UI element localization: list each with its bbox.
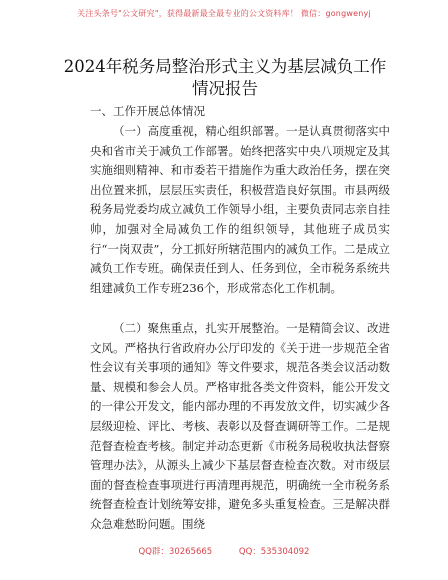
qq-text: QQ：535304092 — [238, 547, 310, 557]
document-title: 2024年税务局整治形式主义为基层减负工作情况报告 — [63, 57, 387, 98]
paragraph-1: （一）高度重视，精心组织部署。一是认真贯彻落实中央和省市关于减负工作部署。始终把落实中央八项规定及其实施细则精神、和市委若干措施作为重大政治任务，摆在突出位置来抓，层层压实责任，积极营造良好氛围。市县两级税务局党委均成立减负工作领导小组，主要负责同志亲自挂帅，加强对全局减负工作的组织领导，其他班子成员实行“一岗双责”，分工抓好所辖范围内的减负工作。二是成立减负工作专班。确保责任到人、任务到位，全市税务系统共组建减负工作专班236个，形成常态化工作机制。 — [90, 124, 390, 295]
section-heading: 一、工作开展总体情况 — [90, 104, 205, 118]
paragraph-2: （二）聚焦重点，扎实开展整治。一是精简会议、改进文风。严格执行省政府办公厅印发的《关于进一步规范全省性会议有关事项的通知》等文件要求，规范各类会议活动数量、规模和参会人员。严格审批各类文件资料，能公开发文的一律公开发文，能内部办理的不再发放文件，切实减少各层级迎检、评比、考核、表彰以及督查调研等工作。二是规范督查检查考核。制定并动态更新《市税务局税收执法督察管理办法》，从源头上减少下基层督查检查次数。对市级层面的督查检查事项进行再清理再规范，明确统一全市税务系统督查检查计划统筹安排，避免多头重复检查。三是解决群众急难愁盼问题。围绕 — [90, 321, 390, 531]
qq-group-text: QQ群：30265665 — [138, 547, 213, 557]
footer-contact — [0, 545, 448, 557]
header-banner: 关注头条号"公文研究"，获得最新最全最专业的公文资料库！ 微信：gongwenyj — [77, 9, 371, 18]
